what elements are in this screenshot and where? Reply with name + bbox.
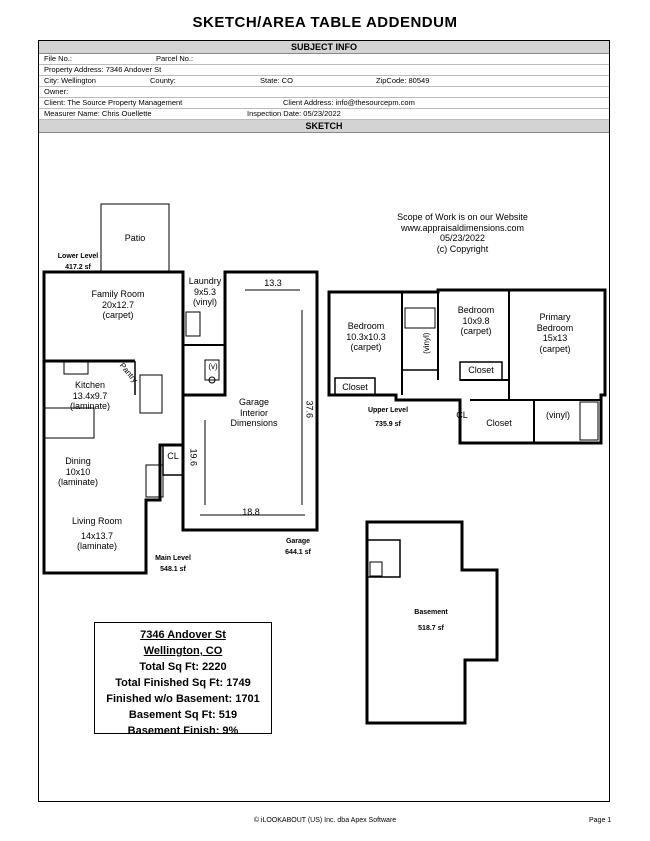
page-title: SKETCH/AREA TABLE ADDENDUM	[192, 14, 458, 31]
primary-line2: Bedroom	[536, 322, 574, 333]
city: City: Wellington	[44, 76, 96, 85]
cl-upper-label: CL	[456, 410, 468, 420]
living-room-label	[62, 516, 132, 552]
scope-of-work	[395, 212, 530, 254]
lower-level-label	[48, 252, 108, 273]
cl-main-label: CL	[167, 451, 179, 461]
scope-line-2: www.appraisaldimensions.com	[400, 222, 525, 233]
bedroom1-label	[338, 321, 394, 353]
kitchen-floor: (laminate)	[69, 401, 110, 411]
dim-37-6: 37.6	[304, 400, 315, 419]
laundry-name: Laundry	[188, 276, 222, 286]
bedroom1-name: Bedroom	[347, 321, 385, 331]
client-address: Client Address: info@thesourcepm.com	[283, 98, 415, 107]
kitchen-dim: 13.4x9.7	[72, 390, 108, 401]
main-level-name: Main Level	[155, 555, 191, 562]
upper-level-area: 735.9 sf	[375, 420, 401, 428]
subject-info-header: SUBJECT INFO	[39, 41, 609, 54]
primary-dim: 15x13	[542, 333, 568, 343]
garage-interior-line3: Dimensions	[230, 418, 278, 428]
main-level-area: 548.1 sf	[160, 565, 186, 573]
summary-finished: Total Finished Sq Ft: 1749	[115, 677, 251, 689]
primary-floor: (carpet)	[539, 343, 571, 354]
bedroom2-label	[448, 305, 504, 337]
summary-basement-finish: Basement Finish: 9%	[127, 725, 239, 737]
inspection-date: Inspection Date: 05/23/2022	[247, 109, 341, 118]
family-room-name: Family Room	[91, 289, 145, 299]
garage-area-name: Garage	[285, 538, 311, 545]
state: State: CO	[260, 76, 293, 85]
area-summary-box	[94, 622, 272, 737]
patio-label: Patio	[124, 233, 146, 243]
closet2-label: Closet	[468, 365, 494, 375]
kitchen-name: Kitchen	[74, 380, 106, 390]
parcel-no: Parcel No.:	[156, 54, 194, 63]
file-no: File No.:	[44, 54, 72, 63]
dining-label	[50, 456, 106, 488]
summary-basement-sqft: Basement Sq Ft: 519	[128, 709, 238, 721]
closet3-label: Closet	[486, 418, 512, 428]
garage-area-value: 644.1 sf	[285, 548, 311, 556]
primary-bath-vinyl: (vinyl)	[546, 410, 570, 420]
summary-total: Total Sq Ft: 2220	[139, 661, 227, 673]
bedroom2-floor: (carpet)	[460, 326, 492, 336]
basement-area: 518.7 sf	[418, 624, 444, 632]
lower-level-name: Lower Level	[57, 253, 99, 260]
bedroom1-floor: (carpet)	[350, 342, 382, 352]
basement-label	[408, 608, 454, 634]
garage-interior-line2: Interior	[239, 407, 268, 418]
scope-line-1: Scope of Work is on our Website	[397, 212, 528, 222]
primary-bedroom-label	[525, 312, 585, 354]
bedroom2-name: Bedroom	[457, 305, 495, 315]
main-level-label	[148, 554, 198, 575]
garage-interior-line1: Garage	[238, 397, 270, 407]
upper-level-label	[360, 406, 416, 430]
dim-13-3: 13.3	[264, 278, 282, 288]
county: County:	[150, 76, 176, 85]
dining-dim: 10x10	[65, 466, 91, 477]
dining-name: Dining	[65, 456, 91, 466]
garage-interior-label	[224, 397, 284, 429]
zip-code: ZipCode: 80549	[376, 76, 430, 85]
dining-floor: (laminate)	[57, 477, 98, 487]
closet1-label: Closet	[342, 382, 368, 392]
upper-level-name: Upper Level	[367, 407, 409, 414]
pantry-label: Pantry	[117, 361, 140, 385]
primary-line1: Primary	[539, 312, 571, 322]
summary-finished-wo-basement: Finished w/o Basement: 1701	[106, 693, 260, 705]
measurer: Measurer Name: Chris Ouellette	[44, 109, 152, 118]
family-room-floor: (carpet)	[102, 310, 134, 320]
laundry-label	[184, 276, 226, 308]
footer-copyright: © iLOOKABOUT (US) Inc. dba Apex Software	[253, 817, 397, 824]
bedroom2-dim: 10x9.8	[462, 315, 490, 326]
sketch-header: SKETCH	[39, 120, 609, 133]
family-room-label	[78, 289, 158, 321]
laundry-dim: 9x5.3	[193, 286, 217, 297]
garage-area-label	[276, 537, 320, 558]
laundry-floor: (vinyl)	[193, 297, 217, 307]
client: Client: The Source Property Management	[44, 98, 183, 107]
laundry-v-label: (v)	[208, 362, 218, 371]
living-room-name: Living Room	[71, 516, 123, 526]
family-room-dim: 20x12.7	[101, 299, 135, 310]
scope-line-3: 05/23/2022	[439, 233, 486, 243]
bath-vinyl-label: (vinyl)	[421, 332, 431, 354]
living-room-floor: (laminate)	[76, 541, 117, 551]
dim-19-6: 19.6	[188, 448, 199, 467]
basement-name: Basement	[414, 609, 448, 616]
dim-18-8: 18.8	[242, 507, 260, 517]
property-address: Property Address: 7346 Andover St	[44, 65, 162, 74]
living-room-dim: 14x13.7	[80, 530, 114, 541]
summary-city: Wellington, CO	[143, 645, 223, 657]
summary-address: 7346 Andover St	[140, 629, 226, 641]
lower-level-area: 417.2 sf	[65, 263, 91, 271]
kitchen-label	[62, 380, 118, 412]
scope-line-4: (c) Copyright	[436, 243, 489, 254]
owner: Owner:	[44, 87, 69, 96]
page-number: Page 1	[589, 817, 612, 824]
bedroom1-dim: 10.3x10.3	[346, 331, 386, 342]
